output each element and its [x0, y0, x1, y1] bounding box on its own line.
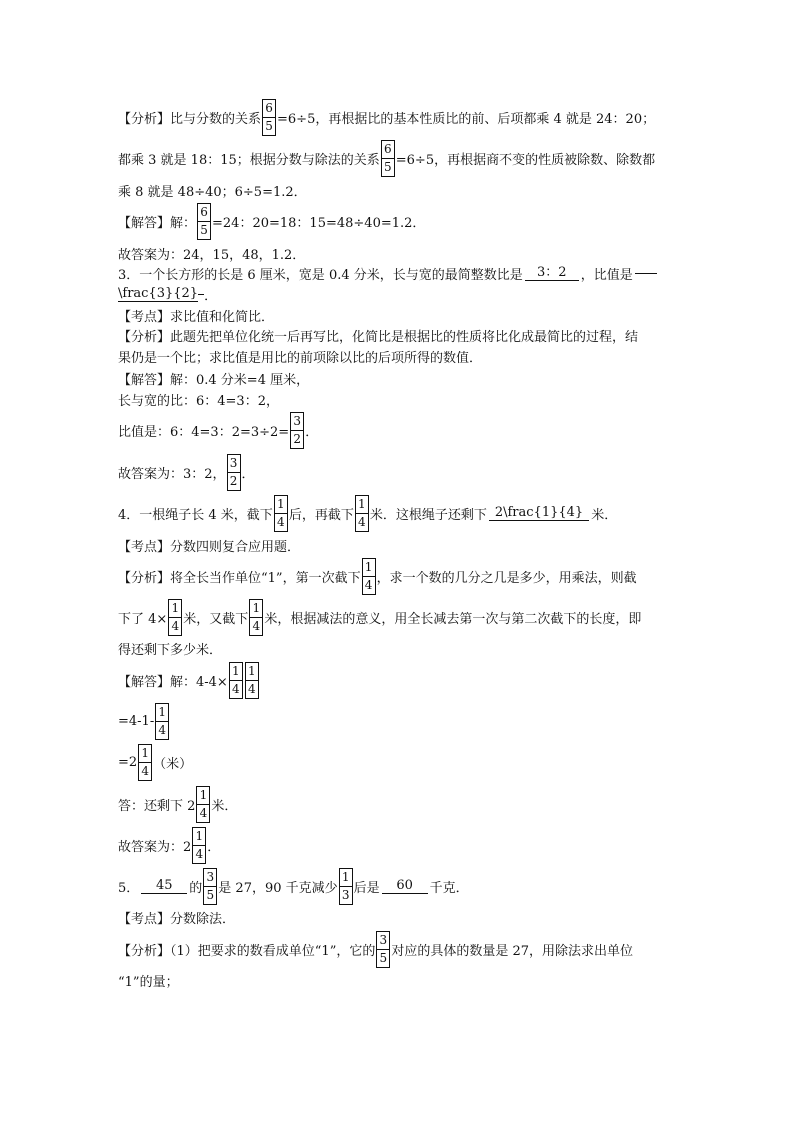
- answer-blank: 3：2: [525, 265, 579, 281]
- text-line-13: 比值是：6：4=3：2=3÷2= $\frac{3}{2}$ ．: [118, 410, 318, 450]
- text-line-8: 【考点】求比值和化简比．: [118, 309, 275, 325]
- text-line-4: 【解答】解： $\frac{6}{5}$ =24：20=18：15=48÷40=1.2．: [118, 201, 425, 241]
- text-line-11: 【解答】解：0.4 分米=4 厘米，: [118, 372, 310, 388]
- text-line-27: 【分析】（1）把要求的数看成单位“1”，它的 $\frac{3}{5}$ 对应的具体的数量是 27，用除法求出单位: [118, 929, 633, 969]
- text-line-26: 【考点】分数除法．: [118, 911, 236, 927]
- fraction: $\frac{3}{5}$: [203, 868, 217, 905]
- question-3: 3．一个长方形的长是 6 厘米，宽是 0.4 分米，长与宽的最简整数比是 3：2 ，比值是: [118, 263, 659, 283]
- question-5: 5． 45 的 $\frac{3}{5}$ 是 27，90 千克减少 $\frac{1}{3}$ 后是 60 千克．: [118, 866, 469, 906]
- question-3-cont: \frac{3}{2} ．: [118, 286, 218, 304]
- text-line-9: 【分析】此题先把单位化统一后再写比，化简比是根据比的性质将比化成最简比的过程，结: [118, 329, 639, 345]
- answer-blank: 45: [141, 878, 187, 894]
- fraction: $\frac{1}{4}$: [355, 495, 369, 532]
- text-line-1: 【分析】比与分数的关系 $\frac{6}{5}$ =6÷5，再根据比的基本性质比的前、后项都乘 4 就是 24：20；: [118, 97, 655, 137]
- answer-blank: 60: [382, 878, 428, 894]
- text-line-17: 【分析】将全长当作单位“1”，第一次截下 $\frac{1}{4}$ ，求一个数的几分之几是多少，用乘法，则截: [118, 556, 637, 596]
- text-line-19: 得还剩下多少米．: [118, 642, 223, 658]
- fraction: $\frac{1}{4}$: [245, 662, 259, 699]
- fraction: $\frac{6}{5}$: [381, 140, 395, 177]
- fraction: $\frac{3}{5}$: [376, 931, 390, 968]
- question-4: 4．一根绳子长 4 米，截下 $\frac{1}{4}$ 后，再截下 $\frac{1}{4}$ 米．这根绳子还剩下 2\frac{1}{4} 米．: [118, 493, 617, 533]
- fraction: $\frac{1}{4}$: [362, 558, 376, 595]
- fraction: $\frac{3}{2}$: [290, 412, 304, 449]
- fraction: $\frac{1}{4}$: [192, 827, 206, 864]
- text-line-28: “1”的量；: [118, 974, 179, 990]
- text-line-5: 故答案为：24，15，48，1.2．: [118, 247, 306, 263]
- text-line-14: 故答案为：3：2， $\frac{3}{2}$ ．: [118, 452, 255, 492]
- fraction: $\frac{1}{4}$: [229, 662, 243, 699]
- fraction: $\frac{6}{5}$: [197, 203, 211, 240]
- text-line-2: 都乘 3 就是 18：15；根据分数与除法的关系 $\frac{6}{5}$ =6÷5，再根据商不变的性质被除数、除数都: [118, 138, 655, 178]
- text-line-23: 答：还剩下 2 $\frac{1}{4}$ 米．: [118, 784, 237, 824]
- fraction: $\frac{1}{4}$: [155, 703, 169, 740]
- fraction: $\frac{1}{4}$: [138, 744, 152, 781]
- text-line-20: 【解答】解：4-4× $\frac{1}{4}$ $\frac{1}{4}$: [118, 660, 260, 700]
- answer-blank: \frac{3}{2}: [118, 286, 199, 301]
- text-line-22: =2 $\frac{1}{4}$ （米）: [118, 742, 192, 782]
- fraction: $\frac{6}{5}$: [262, 99, 276, 136]
- fraction: $\frac{1}{3}$: [339, 868, 353, 905]
- fraction: $\frac{1}{4}$: [196, 786, 210, 823]
- fraction: $\frac{1}{4}$: [249, 599, 263, 636]
- fraction: $\frac{1}{4}$: [168, 599, 182, 636]
- text-line-12: 长与宽的比：6：4=3：2，: [118, 393, 279, 409]
- text-line-18: 下了 4× $\frac{1}{4}$ 米，又截下 $\frac{1}{4}$ 米，根据减法的意义，用全长减去第一次与第二次截下的长度，即: [118, 597, 641, 637]
- text-line-3: 乘 8 就是 48÷40；6÷5=1.2．: [118, 184, 307, 200]
- text-line-16: 【考点】分数四则复合应用题．: [118, 539, 301, 555]
- answer-blank: [635, 273, 657, 274]
- fraction: $\frac{1}{4}$: [274, 495, 288, 532]
- text-line-21: =4-1- $\frac{1}{4}$: [118, 701, 170, 741]
- text-line-10: 果仍是一个比；求比值是用比的前项除以比的后项所得的数值．: [118, 350, 483, 366]
- text-line-24: 故答案为：2 $\frac{1}{4}$ ．: [118, 825, 220, 865]
- fraction: $\frac{3}{2}$: [227, 454, 241, 491]
- answer-blank: 2\frac{1}{4}: [489, 505, 589, 521]
